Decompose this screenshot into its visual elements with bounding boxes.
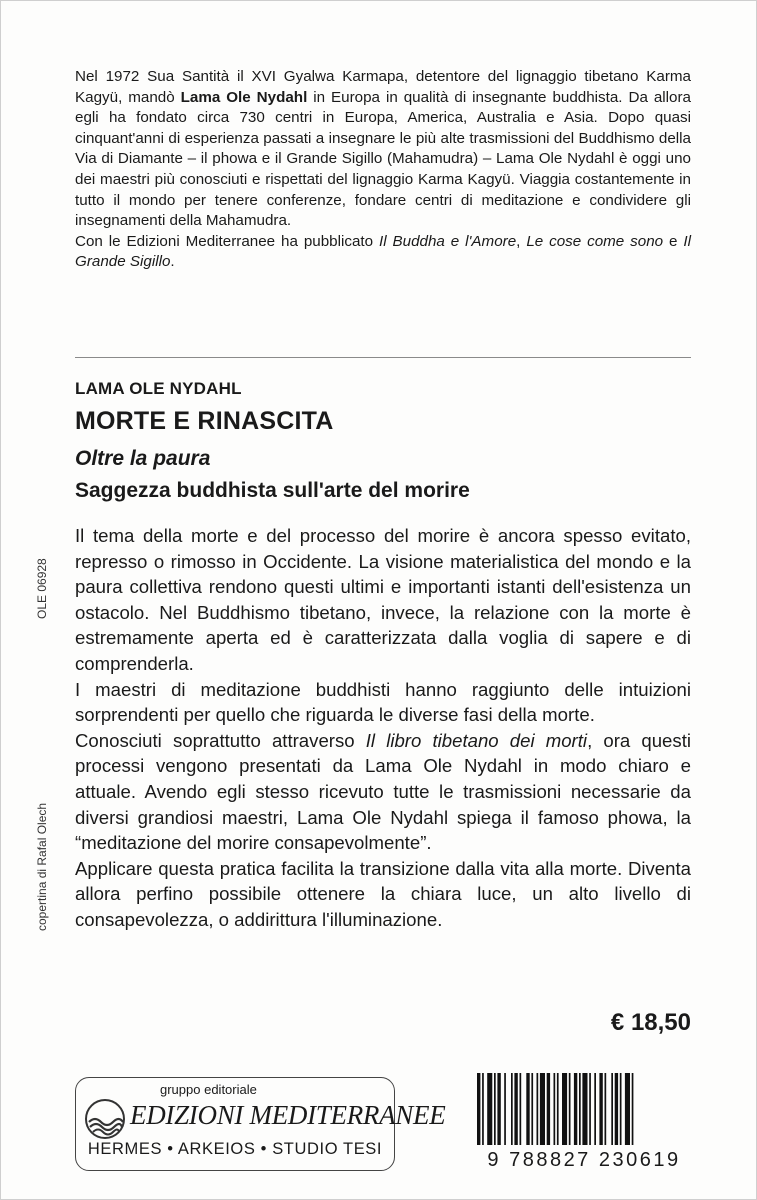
book-subtitle-2: Saggezza buddhista sull'arte del morire bbox=[75, 479, 470, 502]
barcode-bars bbox=[473, 1073, 695, 1149]
book-title: MORTE E RINASCITA bbox=[75, 407, 334, 435]
barcode-bar bbox=[477, 1073, 480, 1145]
barcode-bar bbox=[482, 1073, 484, 1145]
book-title-2: Le cose come sono bbox=[526, 232, 664, 250]
description-text-cont: , ora questi processi vengono presentati da Lama Ole Nydahl in modo chiaro e attuale. Avendo egli stesso ricevuto tutte le trasmissioni necessarie da diversi grandiosi maestri, Lama Ole Nydahl spiega il famoso phowa, la “meditazione del morire consapevolmente”. bbox=[75, 729, 691, 854]
barcode-bar bbox=[526, 1073, 529, 1145]
cover-credit: copertina di Rafal Olech bbox=[35, 802, 49, 931]
publisher-imprints: HERMES • ARKEIOS • STUDIO TESI bbox=[87, 1140, 383, 1158]
book-subtitle-1: Oltre la paura bbox=[75, 447, 211, 470]
description-paragraph-1: Il tema della morte e del processo del morire è ancora spesso evitato, represso o rimosso in Occidente. La visione materialistica del mondo e la paura collettiva rendono questi ultimi e importanti istanti dell'esistenza un ostacolo. Nel Buddhismo tibetano, invece, la relazione con la morte è estremamente aperta ed è caratterizzata dalla voglia di sapere e di comprenderla. bbox=[75, 525, 691, 674]
product-code: OLE 06928 bbox=[35, 558, 49, 619]
barcode-bar bbox=[574, 1073, 577, 1145]
barcode-bar bbox=[579, 1073, 581, 1145]
author-name: LAMA OLE NYDAHL bbox=[75, 379, 242, 398]
barcode-bar bbox=[487, 1073, 492, 1145]
publications-intro: Con le Edizioni Mediterranee ha pubblicato bbox=[75, 232, 379, 250]
separator-and: e bbox=[663, 232, 684, 250]
price: € 18,50 bbox=[610, 1009, 691, 1036]
book-title-3: Il Grande Sigillo bbox=[75, 232, 691, 271]
barcode-bar bbox=[620, 1073, 622, 1145]
barcode-bar bbox=[514, 1073, 517, 1145]
description-paragraph-2: I maestri di meditazione buddhisti hanno raggiunto delle intuizioni sorprendenti per quello che riguarda le diverse fasi della morte. bbox=[75, 678, 691, 726]
barcode-bar bbox=[537, 1073, 539, 1145]
barcode-bar bbox=[611, 1073, 613, 1145]
publisher-logo-box bbox=[75, 1077, 446, 1171]
period: . bbox=[170, 253, 175, 271]
divider bbox=[75, 357, 691, 358]
bio-paragraph bbox=[75, 67, 691, 232]
separator: , bbox=[516, 232, 527, 250]
barcode-bar bbox=[494, 1073, 496, 1145]
barcode-bar bbox=[511, 1073, 513, 1145]
bio-text-cont: in Europa in qualità di insegnante buddhista. Da allora egli ha fondato circa 730 centri in Europa, America, Australia e Asia. Dopo quasi cinquant'anni di esperienza passati a insegnare le più alte trasmissioni del Buddhismo della Via di Diamante – il phowa e il Grande Sigillo (Mahamudra) – Lama Ole Nydahl è oggi uno dei maestri più conosciuti e rispettati del lignaggio Karma Kagyü. Viaggia costantemente in tutto il mondo per tenere conferenze, fondare centri di meditazione e condividere gli insegnamenti della Mahamudra. bbox=[75, 88, 691, 230]
barcode-bar bbox=[589, 1073, 591, 1145]
barcode-bar bbox=[547, 1073, 550, 1145]
barcode-bar bbox=[562, 1073, 567, 1145]
publisher-name: EDIZIONI MEDITERRANEE bbox=[130, 1100, 446, 1130]
barcode-bar bbox=[531, 1073, 533, 1145]
barcode-bar bbox=[554, 1073, 556, 1145]
cited-title: Il libro tibetano dei morti bbox=[365, 729, 588, 751]
description-text: Conosciuti soprattutto attraverso bbox=[75, 729, 366, 751]
description-paragraph-3 bbox=[75, 728, 691, 856]
barcode-bar bbox=[582, 1073, 587, 1145]
isbn-barcode bbox=[473, 1073, 695, 1173]
barcode-bar bbox=[540, 1073, 545, 1145]
barcode-bar bbox=[520, 1073, 522, 1145]
barcode-bar bbox=[497, 1073, 500, 1145]
bio-publications bbox=[75, 232, 691, 273]
barcode-bar bbox=[599, 1073, 602, 1145]
publisher-group-label: gruppo editoriale bbox=[160, 1082, 257, 1097]
barcode-bar bbox=[594, 1073, 596, 1145]
barcode-bar bbox=[504, 1073, 506, 1145]
barcode-bar bbox=[605, 1073, 607, 1145]
wave-logo-icon bbox=[84, 1098, 126, 1140]
book-title-1: Il Buddha e l'Amore bbox=[379, 232, 517, 250]
description-paragraph-4: Applicare questa pratica facilita la transizione dalla vita alla morte. Diventa allora perfino possibile ottenere la chiara luce, un alto livello di consapevolezza, o addirittura l'illuminazione. bbox=[75, 857, 691, 930]
barcode-bar bbox=[557, 1073, 559, 1145]
bio-text: Nel 1972 Sua Santità il XVI Gyalwa Karmapa, detentore del lignaggio tibetano Karma Kagyü, mandò bbox=[75, 68, 691, 106]
bio-author-name: Lama Ole Nydahl bbox=[180, 88, 308, 106]
barcode-bar bbox=[615, 1073, 618, 1145]
barcode-bar bbox=[625, 1073, 630, 1145]
author-bio bbox=[75, 67, 691, 273]
barcode-bar bbox=[569, 1073, 571, 1145]
barcode-bar bbox=[632, 1073, 634, 1145]
isbn-number: 9 788827 230619 bbox=[487, 1149, 681, 1171]
book-description bbox=[75, 523, 691, 933]
